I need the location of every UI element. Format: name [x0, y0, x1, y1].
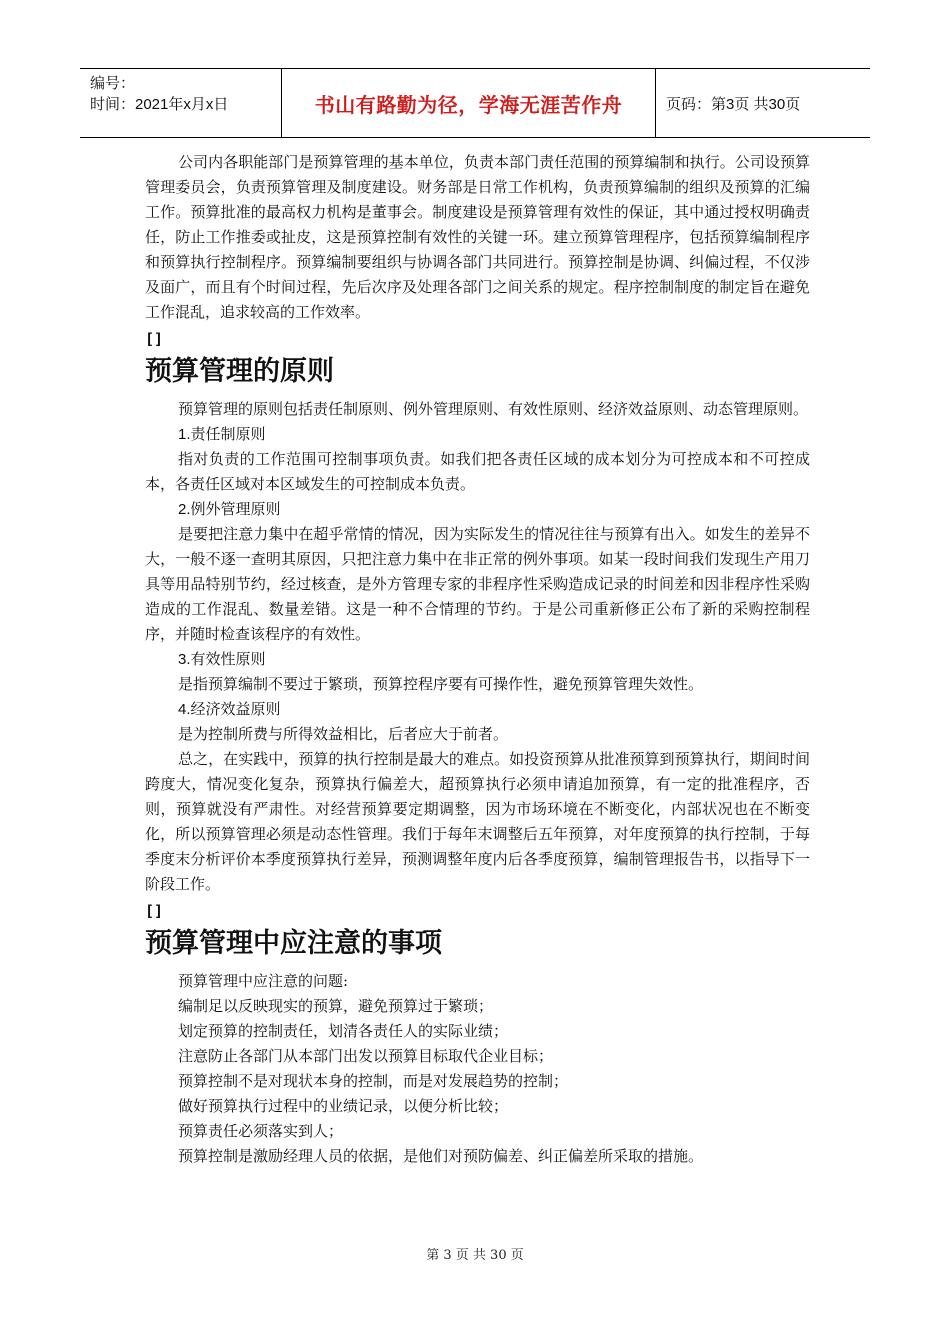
document-date-label: 时间：2021年x月x日 — [90, 96, 229, 113]
section-marker: [] — [145, 902, 164, 920]
page-header-table — [80, 68, 870, 138]
notes-intro: 预算管理中应注意的问题: — [178, 972, 349, 990]
list-item: 做好预算执行过程中的业绩记录，以便分析比较； — [178, 1097, 509, 1115]
principle-3-text: 是指预算编制不要过于繁琐，预算控程序要有可操作性，避免预算管理失效性。 — [178, 675, 704, 693]
principles-summary: 总之，在实践中，预算的执行控制是最大的难点。如投资预算从批准预算到预算执行，期间时间跨度大，情况变化复杂，预算执行偏差大，超预算执行必须申请追加预算，有一定的批准程序，否则，预算就没有严肃性。对经营预算要定期调整，因为市场环境在不断变化，内部状况也在不断变化，所以预算管理必须是动态性管理。我们于每年末调整后五年预算，对年度预算的执行控制，于每季度末分析评价本季度预算执行差异，预测调整年度内后各季度预算，编制管理报告书，以指导下一阶段工作。 — [145, 750, 810, 893]
principle-3-title: 3.有效性原则 — [178, 651, 266, 668]
list-item: 预算控制不是对现状本身的控制，而是对发展趋势的控制； — [178, 1072, 569, 1090]
principle-2-title: 2.例外管理原则 — [178, 501, 281, 518]
list-item: 划定预算的控制责任，划清各责任人的实际业绩； — [178, 1022, 509, 1040]
list-item: 编制足以反映现实的预算，避免预算过于繁琐； — [178, 997, 494, 1015]
principle-1-text: 指对负责的工作范围可控制事项负责。如我们把各责任区域的成本划分为可控成本和不可控成本，各责任区域对本区域发生的可控制成本负责。 — [145, 450, 810, 493]
list-item: 注意防止各部门从本部门出发以预算目标取代企业目标； — [178, 1047, 554, 1065]
document-number-label: 编号： — [90, 75, 136, 92]
section-marker: [] — [145, 330, 164, 348]
principle-1-title: 1.责任制原则 — [178, 426, 266, 443]
list-item: 预算责任必须落实到人； — [178, 1122, 344, 1140]
section-heading-principles: 预算管理的原则 — [145, 356, 334, 387]
header-motto: 书山有路勤为径，学海无涯苦作舟 — [282, 69, 656, 137]
document-body — [145, 150, 810, 1169]
principle-4-text: 是为控制所费与所得效益相比，后者应大于前者。 — [178, 725, 509, 743]
principles-intro: 预算管理的原则包括责任制原则、例外管理原则、有效性原则、经济效益原则、动态管理原则。 — [178, 400, 809, 418]
page-footer: 第 3 页 共 30 页 — [426, 1248, 524, 1263]
header-meta-cell — [80, 69, 282, 137]
section-heading-notes: 预算管理中应注意的事项 — [145, 928, 442, 959]
principle-2-text: 是要把注意力集中在超乎常情的情况，因为实际发生的情况往往与预算有出入。如发生的差异不大，一般不逐一查明其原因，只把注意力集中在非正常的例外事项。如某一段时间我们发现生产用刀具等用品特别节约，经过核查，是外方管理专家的非程序性采购造成记录的时间差和因非程序性采购造成的工作混乱、数量差错。这是一种不合情理的节约。于是公司重新修正公布了新的采购控制程序，并随时检查该程序的有效性。 — [145, 525, 810, 643]
intro-paragraph: 公司内各职能部门是预算管理的基本单位，负责本部门责任范围的预算编制和执行。公司设预算管理委员会，负责预算管理及制度建设。财务部是日常工作机构，负责预算编制的组织及预算的汇编工作。预算批准的最高权力机构是董事会。制度建设是预算管理有效性的保证，其中通过授权明确责任，防止工作推委或扯皮，这是预算控制有效性的关键一环。建立预算管理程序，包括预算编制程序和预算执行控制程序。预算编制要组织与协调各部门共同进行。预算控制是协调、纠偏过程，不仅涉及面广，而且有个时间过程，先后次序及处理各部门之间关系的规定。程序控制制度的制定旨在避免工作混乱，追求较高的工作效率。 — [145, 153, 810, 321]
header-page-number: 页码：第3页 共30页 — [666, 95, 801, 113]
list-item: 预算控制是激励经理人员的依据，是他们对预防偏差、纠正偏差所采取的措施。 — [178, 1147, 704, 1165]
principle-4-title: 4.经济效益原则 — [178, 701, 281, 718]
